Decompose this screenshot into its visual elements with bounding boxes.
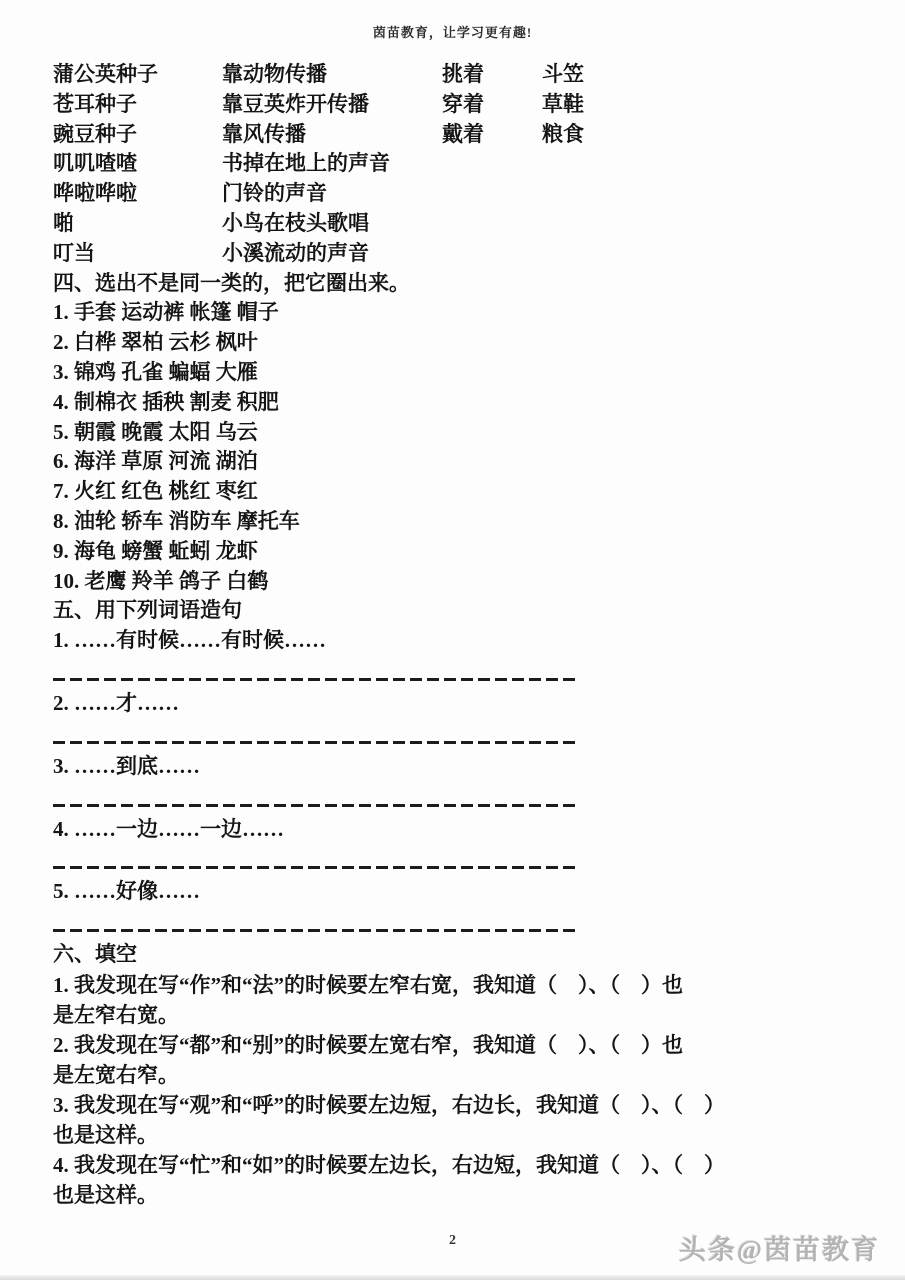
sentence-prompt: 2. ……才…… bbox=[53, 690, 179, 715]
page-bottom-edge bbox=[0, 1275, 905, 1280]
matching-exercise bbox=[53, 60, 855, 269]
odd-one-out-item: 9. 海龟 螃蟹 蚯蚓 龙虾 bbox=[53, 538, 258, 563]
fill-line: 4. 我发现在写“忙”和“如”的时候要左边长，右边短，我知道（ ）、（ ） bbox=[53, 1152, 725, 1177]
fill-line: 是左窄右宽。 bbox=[53, 1002, 179, 1027]
match-row bbox=[53, 209, 855, 239]
section-six-title: 六、填空 bbox=[53, 942, 137, 967]
match-definition: 小溪流动的声音 bbox=[222, 240, 369, 265]
match-row bbox=[53, 90, 855, 120]
match-term: 叮当 bbox=[53, 240, 95, 265]
match-definition: 小鸟在枝头歌唱 bbox=[222, 210, 369, 235]
section-four bbox=[53, 269, 855, 597]
match-term: 戴着 bbox=[442, 121, 484, 146]
match-definition: 草鞋 bbox=[542, 91, 584, 116]
match-definition: 粮食 bbox=[542, 121, 584, 146]
section-five-title: 五、用下列词语造句 bbox=[53, 598, 242, 623]
sentence-prompt: 4. ……一边……一边…… bbox=[53, 816, 284, 841]
match-definition: 斗笠 bbox=[542, 62, 584, 86]
fill-paragraph bbox=[53, 1150, 855, 1210]
match-term: 挑着 bbox=[442, 62, 484, 86]
section-five bbox=[53, 596, 855, 932]
match-term: 叽叽喳喳 bbox=[53, 151, 137, 176]
odd-one-out-item: 1. 手套 运动裤 帐篷 帽子 bbox=[53, 300, 279, 325]
slogan: 茵苗教育，让学习更有趣! bbox=[372, 25, 533, 40]
match-term: 蒲公英种子 bbox=[53, 62, 158, 86]
match-row bbox=[53, 60, 855, 90]
fill-line: 也是这样。 bbox=[53, 1182, 158, 1207]
match-row bbox=[53, 239, 855, 269]
match-definition: 靠动物传播 bbox=[222, 62, 327, 86]
match-row bbox=[53, 149, 855, 179]
odd-one-out-item: 8. 油轮 轿车 消防车 摩托车 bbox=[53, 508, 300, 533]
odd-one-out-item: 7. 火红 红色 桃红 枣红 bbox=[53, 479, 258, 504]
fill-line: 1. 我发现在写“作”和“法”的时候要左窄右宽，我知道（ ）、（ ）也 bbox=[53, 972, 683, 997]
answer-blank-line bbox=[53, 866, 578, 869]
worksheet-content bbox=[53, 0, 855, 1210]
match-term: 啪 bbox=[53, 210, 74, 235]
sentence-prompt: 3. ……到底…… bbox=[53, 753, 200, 778]
fill-paragraph bbox=[53, 1090, 855, 1150]
sentence-prompt: 1. ……有时候……有时候…… bbox=[53, 628, 326, 653]
match-definition: 门铃的声音 bbox=[222, 181, 327, 206]
odd-one-out-item: 3. 锦鸡 孔雀 蝙蝠 大雁 bbox=[53, 359, 258, 384]
fill-line: 3. 我发现在写“观”和“呼”的时候要左边短，右边长，我知道（ ）、（ ） bbox=[53, 1092, 725, 1117]
answer-blank-line bbox=[53, 929, 578, 932]
watermark: 头条@茵苗教育 bbox=[678, 1235, 880, 1265]
odd-one-out-item: 6. 海洋 草原 河流 湖泊 bbox=[53, 449, 258, 474]
odd-one-out-item: 4. 制棉衣 插秧 割麦 积肥 bbox=[53, 389, 279, 414]
match-definition: 靠风传播 bbox=[222, 121, 306, 146]
match-definition: 靠豆英炸开传播 bbox=[222, 91, 369, 116]
answer-blank-line bbox=[53, 678, 578, 681]
fill-paragraph bbox=[53, 1030, 855, 1090]
match-term: 豌豆种子 bbox=[53, 121, 137, 146]
match-row bbox=[53, 120, 855, 150]
fill-line: 是左宽右窄。 bbox=[53, 1062, 179, 1087]
match-row bbox=[53, 179, 855, 209]
section-four-title: 四、选出不是同一类的，把它圈出来。 bbox=[53, 270, 410, 295]
fill-paragraph bbox=[53, 970, 855, 1030]
sentence-prompt: 5. ……好像…… bbox=[53, 879, 200, 904]
match-term: 哗啦哗啦 bbox=[53, 181, 137, 206]
fill-line: 2. 我发现在写“都”和“别”的时候要左宽右窄，我知道（ ）、（ ）也 bbox=[53, 1032, 683, 1057]
match-definition: 书掉在地上的声音 bbox=[222, 151, 390, 176]
odd-one-out-item: 5. 朝霞 晚霞 太阳 乌云 bbox=[53, 419, 258, 444]
answer-blank-line bbox=[53, 804, 578, 807]
match-term: 苍耳种子 bbox=[53, 91, 137, 116]
section-six bbox=[53, 940, 855, 1210]
odd-one-out-item: 10. 老鹰 羚羊 鸽子 白鹤 bbox=[53, 568, 269, 593]
fill-line: 也是这样。 bbox=[53, 1122, 158, 1147]
match-term: 穿着 bbox=[442, 91, 484, 116]
page-number: 2 bbox=[449, 1233, 456, 1248]
answer-blank-line bbox=[53, 741, 578, 744]
odd-one-out-item: 2. 白桦 翠柏 云杉 枫叶 bbox=[53, 330, 258, 355]
